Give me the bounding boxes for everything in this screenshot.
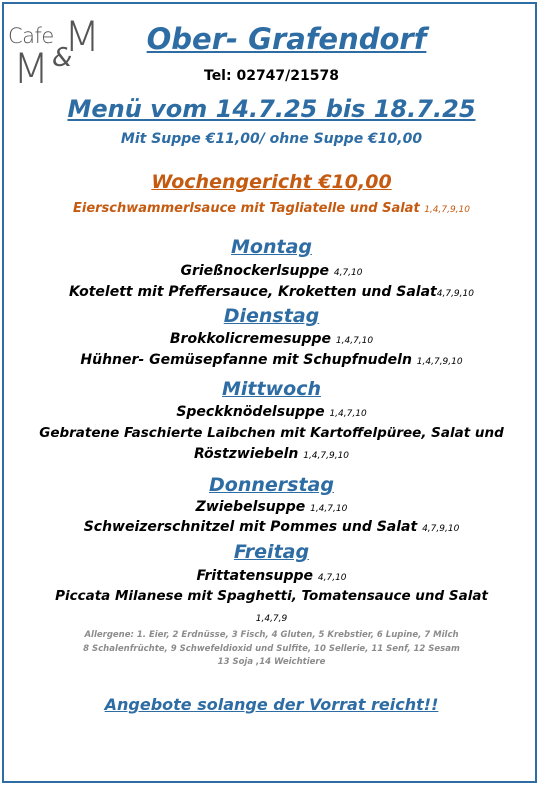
- donnerstag-soup: [0, 499, 543, 515]
- donnerstag-main-text: Schweizerschnitzel mit Pommes und Salat: [83, 519, 418, 535]
- dienstag-main-text: Hühner- Gemüsepfanne mit Schupfnudeln: [80, 352, 412, 368]
- montag-main-text: Kotelett mit Pfeffersauce, Kroketten und Salat: [69, 284, 437, 300]
- mittwoch-main-line2-text: Röstzwiebeln: [193, 446, 299, 462]
- logo-m-right: M: [64, 12, 101, 61]
- mittwoch-soup-text: Speckknödelsuppe: [176, 404, 325, 420]
- freitag-soup-allergens: 4,7,10: [317, 573, 347, 583]
- weekly-special-title: Wochengericht €10,00: [151, 171, 392, 193]
- dienstag-soup-allergens: 1,4,7,10: [335, 336, 374, 346]
- montag-soup: [0, 263, 543, 279]
- montag-soup-allergens: 4,7,10: [333, 268, 363, 278]
- mittwoch-main-line1: Gebratene Faschierte Laibchen mit Kartoffelpüree, Salat und: [39, 425, 504, 441]
- mittwoch-main-line2: [0, 446, 543, 462]
- montag-soup-text: Grießnockerlsuppe: [180, 263, 329, 279]
- page-title: Ober- Grafendorf: [146, 22, 427, 56]
- allergen-legend-line2: 8 Schalenfrüchte, 9 Schwefeldioxid und Sulfite, 10 Sellerie, 11 Senf, 12 Sesam: [83, 644, 460, 654]
- donnerstag-soup-text: Zwiebelsuppe: [195, 499, 306, 515]
- weekly-dish-text: Eierschwammerlsauce mit Tagliatelle und Salat: [72, 201, 420, 216]
- day-heading-donnerstag: Donnerstag: [209, 474, 334, 496]
- dienstag-soup-text: Brokkolicremesuppe: [169, 331, 332, 347]
- dienstag-main: [0, 352, 543, 368]
- donnerstag-soup-allergens: 1,4,7,10: [310, 504, 348, 514]
- day-heading-freitag: Freitag: [233, 541, 310, 563]
- weekly-dish-allergens: 1,4,7,9,10: [424, 205, 470, 215]
- day-heading-mittwoch: Mittwoch: [222, 378, 321, 400]
- freitag-soup-text: Frittatensuppe: [196, 568, 314, 584]
- phone-number: Tel: 02747/21578: [204, 68, 339, 84]
- dienstag-main-allergens: 1,4,7,9,10: [416, 357, 463, 367]
- mittwoch-soup-allergens: 1,4,7,10: [329, 409, 367, 419]
- freitag-main-allergens-line: [0, 606, 543, 625]
- day-heading-dienstag: Dienstag: [223, 305, 320, 327]
- donnerstag-main: [0, 519, 543, 535]
- mittwoch-soup: [0, 404, 543, 420]
- dienstag-soup: [0, 331, 543, 347]
- freitag-main-allergens: 1,4,7,9: [255, 614, 288, 624]
- logo-m-left: M: [13, 44, 50, 93]
- menu-date-range: Menü vom 14.7.25 bis 18.7.25: [67, 95, 476, 123]
- weekly-special-dish: [0, 201, 543, 216]
- price-note: Mit Suppe €11,00/ ohne Suppe €10,00: [120, 131, 423, 147]
- allergen-legend-line3: 13 Soja ,14 Weichtiere: [217, 657, 326, 667]
- montag-main-allergens: 4,7,9,10: [436, 289, 474, 299]
- freitag-soup: [0, 568, 543, 584]
- mittwoch-main-allergens: 1,4,7,9,10: [303, 451, 350, 461]
- footer-note: Angebote solange der Vorrat reicht!!: [104, 695, 439, 714]
- allergen-legend-line1: Allergene: 1. Eier, 2 Erdnüsse, 3 Fisch, 4 Gluten, 5 Krebstier, 6 Lupine, 7 Milch: [84, 630, 459, 640]
- montag-main: [0, 284, 543, 300]
- logo-ampersand: &: [52, 43, 73, 73]
- day-heading-montag: Montag: [231, 236, 312, 258]
- logo-cafe-text: Cafe: [8, 24, 54, 48]
- freitag-main: Piccata Milanese mit Spaghetti, Tomatensauce und Salat: [55, 588, 488, 604]
- donnerstag-main-allergens: 4,7,9,10: [422, 524, 460, 534]
